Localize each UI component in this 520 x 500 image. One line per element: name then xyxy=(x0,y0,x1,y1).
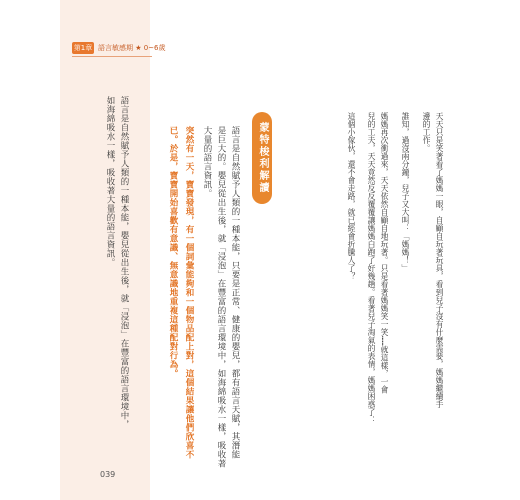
story-column: 誰知，過沒兩分鐘，兒子又大叫：「媽媽！」 xyxy=(401,112,410,272)
header-rule xyxy=(72,56,152,57)
story-column: 天天只是笑著看了媽媽一眼，自顧自玩著玩具，看到兒子沒有什麼需要，媽媽繼續手 xyxy=(435,112,444,408)
chapter-title: 語言敏感期 ★ 0~6歲 xyxy=(98,44,166,52)
story-column: 邊的工作。 xyxy=(422,112,431,152)
highlight-column: 已。於是，寶寶開始喜歡有意識、無意識地重複這種配對行為。 xyxy=(168,126,178,378)
margin-note-column: 如海綿吸水一樣，吸收著大量的語言資訊。 xyxy=(105,96,115,267)
story-column: 兒的工夫，天天竟然反反覆覆讓媽媽白跑了好幾趟。看著兒子淘氣的表情，媽媽困惑了： xyxy=(367,112,376,424)
section-column: 是巨大的。嬰兒從出生後，就「浸泡」在豐富的語言環境中，如海綿吸水一樣，吸收著 xyxy=(216,126,226,468)
story-column: 這個小傢伙，還不會走路，就已經會折騰人了？ xyxy=(347,112,356,280)
page-number: 039 xyxy=(100,470,116,479)
section-column: 大量的語言資訊。 xyxy=(202,126,212,198)
story-column: 媽媽再次衝過來，天天依然自顧自地玩著。只是看著媽媽笑一笑……就這樣，一會 xyxy=(380,112,389,394)
highlight-column: 突然有一天，寶寶發現，有一個詞彙能夠和一個物品配上對，這個結果讓他們欣喜不 xyxy=(184,126,194,459)
chapter-tab: 第1章 xyxy=(73,44,93,52)
section-heading-badge: 蒙特梭利解讀 xyxy=(252,112,272,204)
margin-note-column: 語言是自然賦予人類的一種本能，嬰兒從出生後，就「浸泡」在豐富的語言環境中， xyxy=(119,96,129,429)
section-column: 語言是自然賦予人類的一種本能，只要是正常、健康的嬰兒，都有語言天賦，其潛能 xyxy=(230,126,240,459)
